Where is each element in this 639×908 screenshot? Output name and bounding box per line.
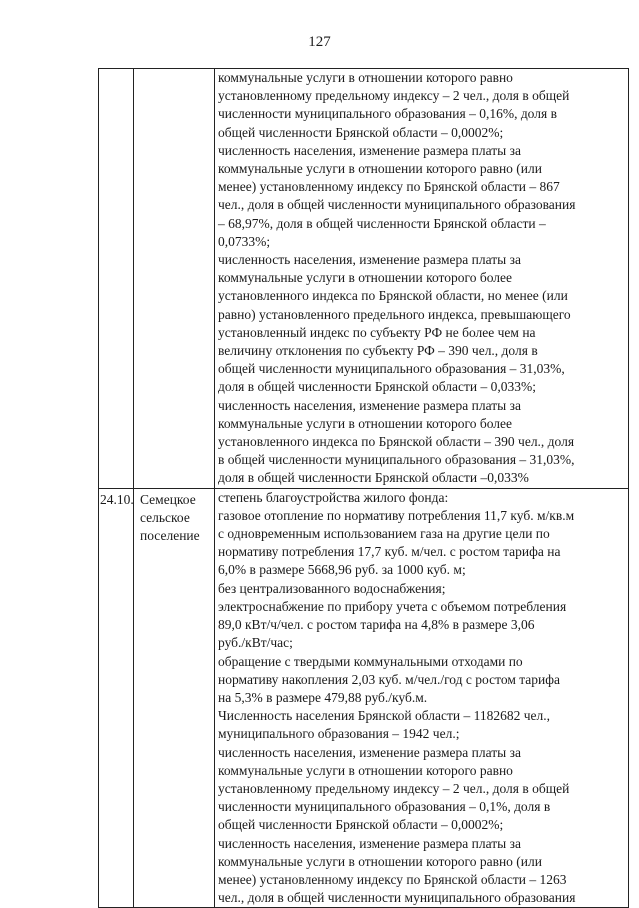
text-line: – 68,97%, доля в общей численности Брянской области –: [218, 215, 546, 231]
text-line: коммунальные услуги в отношении которого более: [218, 270, 512, 286]
text-line: чел., доля в общей численности муниципального образования: [218, 197, 576, 213]
text-line: чел., доля в общей численности муниципального образования: [218, 890, 576, 906]
text-line: доля в общей численности Брянской области – 0,033%;: [218, 379, 537, 395]
indicator-text: [218, 69, 625, 488]
text-line: численность населения, изменение размера платы за: [218, 142, 521, 158]
text-line: обращение с твердыми коммунальными отходами по: [218, 653, 523, 669]
text-line: электроснабжение по прибору учета с объемом потребления: [218, 598, 567, 614]
document-table: [98, 68, 629, 908]
text-line: численность населения, изменение размера платы за: [218, 252, 521, 268]
row-number-cell: [99, 69, 134, 489]
text-line: установленному предельному индексу – 2 чел., доля в общей: [218, 88, 570, 104]
table-row: [99, 488, 629, 908]
text-line: степень благоустройства жилого фонда:: [218, 489, 449, 505]
text-line: сельское: [140, 509, 190, 525]
row-number: 24.10.: [100, 491, 134, 507]
text-line: установленный индекс по субъекту РФ не более чем на: [218, 324, 536, 340]
text-line: численности муниципального образования – 0,1%, доля в: [218, 799, 551, 815]
text-line: руб./кВт/час;: [218, 635, 293, 651]
text-line: муниципального образования – 1942 чел.;: [218, 726, 460, 742]
text-line: численность населения, изменение размера платы за: [218, 397, 521, 413]
text-line: установленного индекса по Брянской области, но менее (или: [218, 288, 568, 304]
text-line: менее) установленному индексу по Брянской области – 867: [218, 179, 560, 195]
text-line: коммунальные услуги в отношении которого равно: [218, 70, 513, 85]
row-number-cell: [99, 488, 134, 908]
text-line: установленного индекса по Брянской области – 390 чел., доля: [218, 434, 575, 450]
text-line: численность населения, изменение размера платы за: [218, 744, 521, 760]
text-line: общей численности Брянской области – 0,0002%;: [218, 817, 504, 833]
text-line: численности муниципального образования – 0,16%, доля в: [218, 106, 557, 122]
text-line: общей численности Брянской области – 0,0002%;: [218, 124, 504, 140]
text-line: с одновременным использованием газа на другие цели по: [218, 526, 550, 542]
text-line: установленному предельному индексу – 2 чел., доля в общей: [218, 780, 570, 796]
text-line: 0,0733%;: [218, 233, 271, 249]
text-line: нормативу накопления 2,03 куб. м/чел./год с ростом тарифа: [218, 671, 561, 687]
text-line: численность населения, изменение размера платы за: [218, 835, 521, 851]
text-line: коммунальные услуги в отношении которого равно (или: [218, 853, 542, 869]
municipality-name-cell: [134, 69, 215, 489]
text-line: коммунальные услуги в отношении которого равно: [218, 762, 513, 778]
text-line: Семецкое: [140, 491, 196, 507]
text-line: коммунальные услуги в отношении которого равно (или: [218, 161, 542, 177]
text-line: доля в общей численности Брянской области –0,033%: [218, 470, 529, 486]
indicator-text-cell: [215, 488, 629, 908]
municipality-name-cell: [134, 488, 215, 908]
text-line: равно) установленного предельного индекса, превышающего: [218, 306, 571, 322]
text-line: Численность населения Брянской области – 1182682 чел.,: [218, 708, 550, 724]
text-line: 6,0% в размере 5668,96 руб. за 1000 куб. м;: [218, 562, 466, 578]
text-line: коммунальные услуги в отношении которого более: [218, 415, 512, 431]
indicator-text-cell: [215, 69, 629, 489]
text-line: нормативу потребления 17,7 куб. м/чел. с ростом тарифа на: [218, 544, 561, 560]
text-line: на 5,3% в размере 479,88 руб./куб.м.: [218, 689, 428, 705]
municipality-name: [140, 491, 212, 546]
text-line: величину отклонения по субъекту РФ – 390 чел., доля в: [218, 343, 538, 359]
text-line: менее) установленному индексу по Брянской области – 1263: [218, 871, 567, 887]
text-line: в общей численности муниципального образования – 31,03%,: [218, 452, 575, 468]
text-line: поселение: [140, 528, 200, 544]
text-line: без централизованного водоснабжения;: [218, 580, 446, 596]
page-number: 127: [308, 34, 331, 50]
text-line: газовое отопление по нормативу потребления 11,7 куб. м/кв.м: [218, 507, 575, 523]
table-row: [99, 69, 629, 489]
text-line: 89,0 кВт/ч/чел. с ростом тарифа на 4,8% в размере 3,06: [218, 617, 535, 633]
text-line: общей численности муниципального образования – 31,03%,: [218, 361, 565, 377]
indicator-text: [218, 489, 625, 908]
